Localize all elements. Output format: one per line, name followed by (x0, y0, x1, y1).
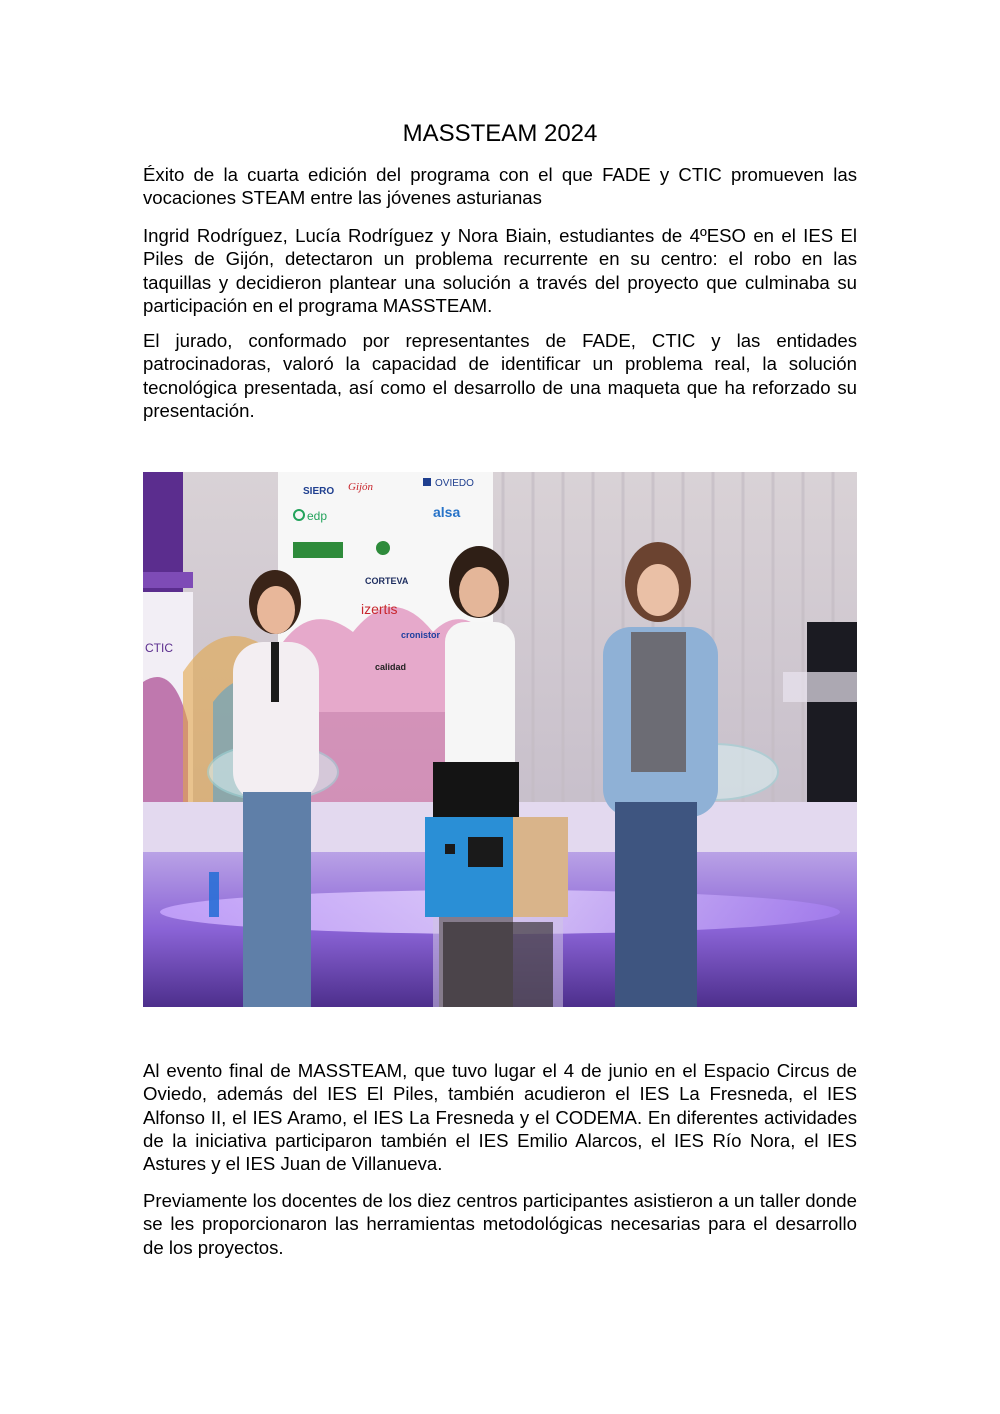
paragraph-2: El jurado, conformado por representantes de FADE, CTIC y las entidades patrocinadoras, valoró la capacidad de identificar un problema real, la solución tecnológica presentada, así como el desarrollo de una maqueta que ha reforzado su presentación. (143, 330, 857, 421)
locker-prototype (425, 817, 568, 1007)
paragraph-3: Al evento final de MASSTEAM, que tuvo lugar el 4 de junio en el Espacio Circus de Oviedo, además del IES El Piles, también acudieron el IES La Fresneda, el IES Alfonso II, el IES Aramo, el IES La Fresneda y el CODEMA. En diferentes actividades de la iniciativa participaron también el IES Emilio Alarcos, el IES Río Nora, el IES Astures y el IES Juan de Villanueva. (143, 1060, 857, 1175)
logo-cronistor: cronistor (401, 630, 441, 640)
logo-edp: edp (307, 509, 328, 523)
logo-gijon: Gijón (348, 481, 374, 493)
logo-ctic: CTIC (145, 641, 173, 655)
svg-text:calidad: calidad (375, 662, 407, 672)
logo-oviedo: OVIEDO (435, 478, 474, 489)
article-subtitle: Éxito de la cuarta edición del programa con el que FADE y CTIC promueven las vocaciones STEAM entre las jóvenes asturianas (143, 164, 857, 209)
paragraph-1: Ingrid Rodríguez, Lucía Rodríguez y Nora Biain, estudiantes de 4ºESO en el IES El Piles de Gijón, detectaron un problema recurrente en su centro: el robo en las taquillas y decidieron plantear una solución a través del proyecto que culminaba su participación en el programa MASSTEAM. (143, 225, 857, 316)
logo-siero: SIERO (303, 486, 335, 497)
page-title: MASSTEAM 2024 (402, 120, 598, 147)
logo-izertis: izertis (361, 601, 398, 617)
event-photo (143, 472, 857, 1007)
logo-alsa: alsa (433, 504, 461, 520)
paragraph-4: Previamente los docentes de los diez centros participantes asistieron a un taller donde se les proporcionaron las herramientas metodológicas necesarias para el desarrollo de los proyectos. (143, 1190, 857, 1258)
logo-corteva: CORTEVA (365, 576, 409, 586)
